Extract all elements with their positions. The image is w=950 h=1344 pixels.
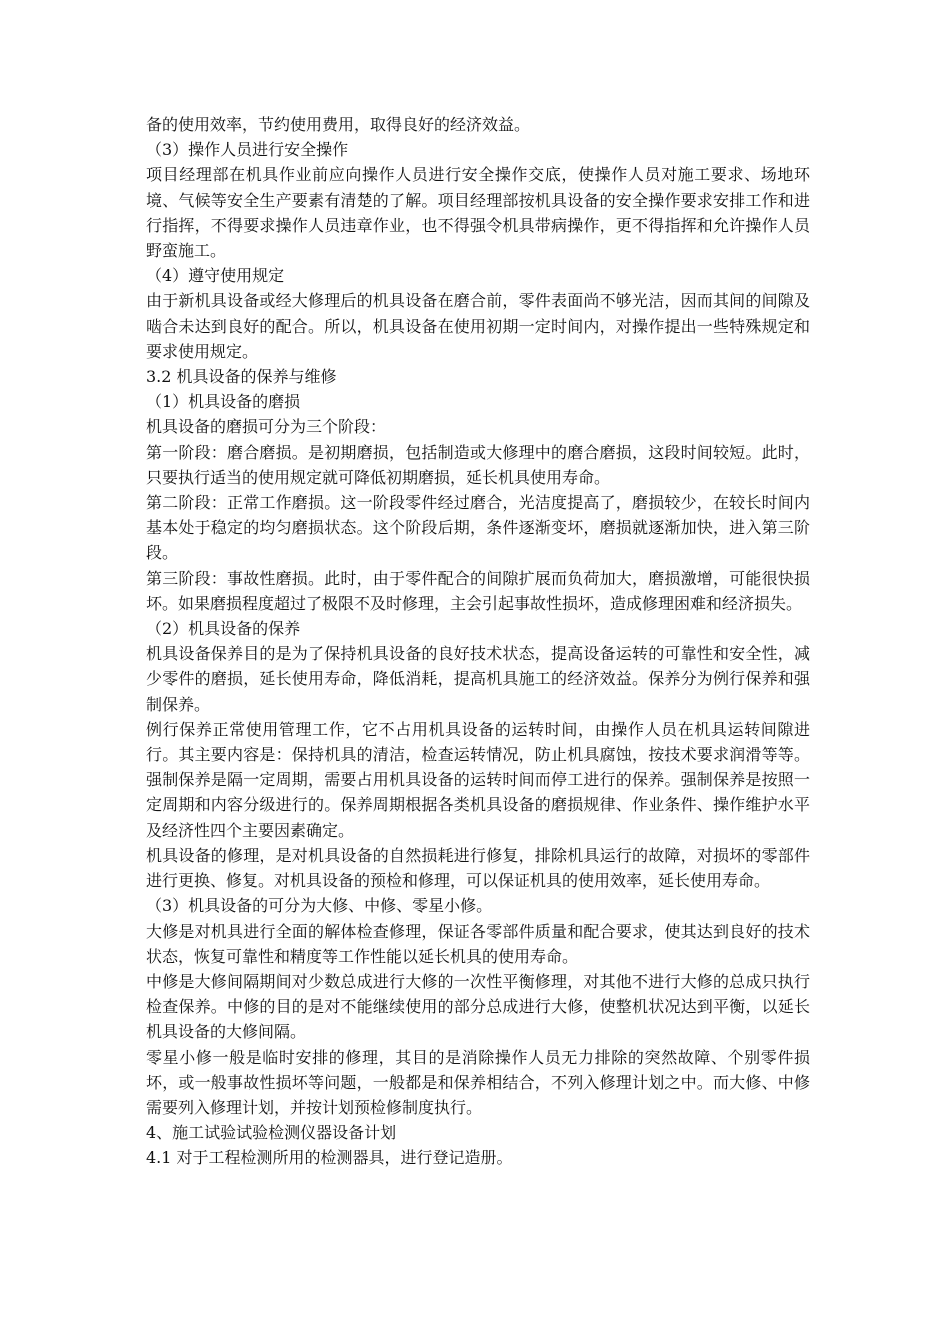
section-heading-maintenance: 3.2 机具设备的保养与维修 <box>146 367 337 387</box>
paragraph-upkeep-purpose: 机具设备保养目的是为了保持机具设备的良好技术状态，提高设备运转的可靠性和安全性，减少零件的磨损，延长使用寿命，降低消耗，提高机具施工的经济效益。保养分为例行保养和强制保养。 <box>146 644 810 714</box>
paragraph-wear-stage-1: 第一阶段：磨合磨损。是初期磨损，包括制造或大修理中的磨合磨损，这段时间较短。此时，只要执行适当的使用规定就可降低初期磨损，延长机具使用寿命。 <box>146 442 810 487</box>
heading-safe-operation: （3）操作人员进行安全操作 <box>146 140 349 160</box>
paragraph-major-repair: 大修是对机具进行全面的解体检查修理，保证各零部件质量和配合要求，使其达到良好的技术状态，恢复可靠性和精度等工作性能以延长机具的使用寿命。 <box>146 921 810 966</box>
heading-repair-types: （3）机具设备的可分为大修、中修、零星小修。 <box>146 896 493 916</box>
paragraph-minor-repair: 零星小修一般是临时安排的修理，其目的是消除操作人员无力排除的突然故障、个别零件损坏，或一般事故性损坏等问题，一般都是和保养相结合，不列入修理计划之中。而大修、中修需要列入修理计划，并按计划预检修制度执行。 <box>146 1047 810 1117</box>
paragraph-medium-repair: 中修是大修间隔期间对少数总成进行大修的一次性平衡修理，对其他不进行大修的总成只执行检查保养。中修的目的是对不能继续使用的部分总成进行大修，使整机状况达到平衡，以延长机具设备的大修间隔。 <box>146 971 810 1042</box>
paragraph-usage-rules: 由于新机具设备或经大修理后的机具设备在磨合前，零件表面尚不够光洁，因而其间的间隙及啮合未达到良好的配合。所以，机具设备在使用初期一定时间内，对操作提出一些特殊规定和要求使用规定。 <box>146 291 810 361</box>
paragraph-wear-stage-2: 第二阶段：正常工作磨损。这一阶段零件经过磨合，光洁度提高了，磨损较少，在较长时间内基本处于稳定的均匀磨损状态。这个阶段后期，条件逐渐变坏，磨损就逐渐加快，进入第三阶段。 <box>146 493 810 563</box>
document-body <box>146 112 810 1171</box>
paragraph-routine-upkeep: 例行保养正常使用管理工作，它不占用机具设备的运转时间，由操作人员在机具运转间隙进行。其主要内容是：保持机具的清洁，检查运转情况，防止机具腐蚀，按技术要求润滑等等。强制保养是隔一定周期，需要占用机具设备的运转时间而停工进行的保养。强制保养是按照一定周期和内容分级进行的。保养周期根据各类机具设备的磨损规律、作业条件、操作维护水平及经济性四个主要因素确定。 <box>146 719 810 840</box>
paragraph-wear-stage-3: 第三阶段：事故性磨损。此时，由于零件配合的间隙扩展而负荷加大，磨损激增，可能很快损坏。如果磨损程度超过了极限不及时修理，主会引起事故性损坏，造成修理困难和经济损失。 <box>146 568 810 613</box>
section-heading-test-equipment: 4、施工试验试验检测仪器设备计划 <box>146 1123 397 1143</box>
heading-upkeep: （2）机具设备的保养 <box>146 619 301 639</box>
paragraph-safe-operation: 项目经理部在机具作业前应向操作人员进行安全操作交底，使操作人员对施工要求、场地环境、气候等安全生产要素有清楚的了解。项目经理部按机具设备的安全操作要求安排工作和进行指挥，不得要求操作人员违章作业，也不得强令机具带病操作，更不得指挥和允许操作人员野蛮施工。 <box>146 165 810 261</box>
paragraph-wear-intro: 机具设备的磨损可分为三个阶段： <box>146 417 387 437</box>
paragraph-continuation: 备的使用效率，节约使用费用，取得良好的经济效益。 <box>146 115 531 134</box>
paragraph-repair: 机具设备的修理，是对机具设备的自然损耗进行修复，排除机具运行的故障，对损坏的零部件进行更换、修复。对机具设备的预检和修理，可以保证机具的使用效率，延长使用寿命。 <box>146 845 810 891</box>
paragraph-registration: 4.1 对于工程检测所用的检测器具，进行登记造册。 <box>146 1148 513 1168</box>
heading-usage-rules: （4）遵守使用规定 <box>146 266 285 286</box>
heading-wear: （1）机具设备的磨损 <box>146 392 301 412</box>
